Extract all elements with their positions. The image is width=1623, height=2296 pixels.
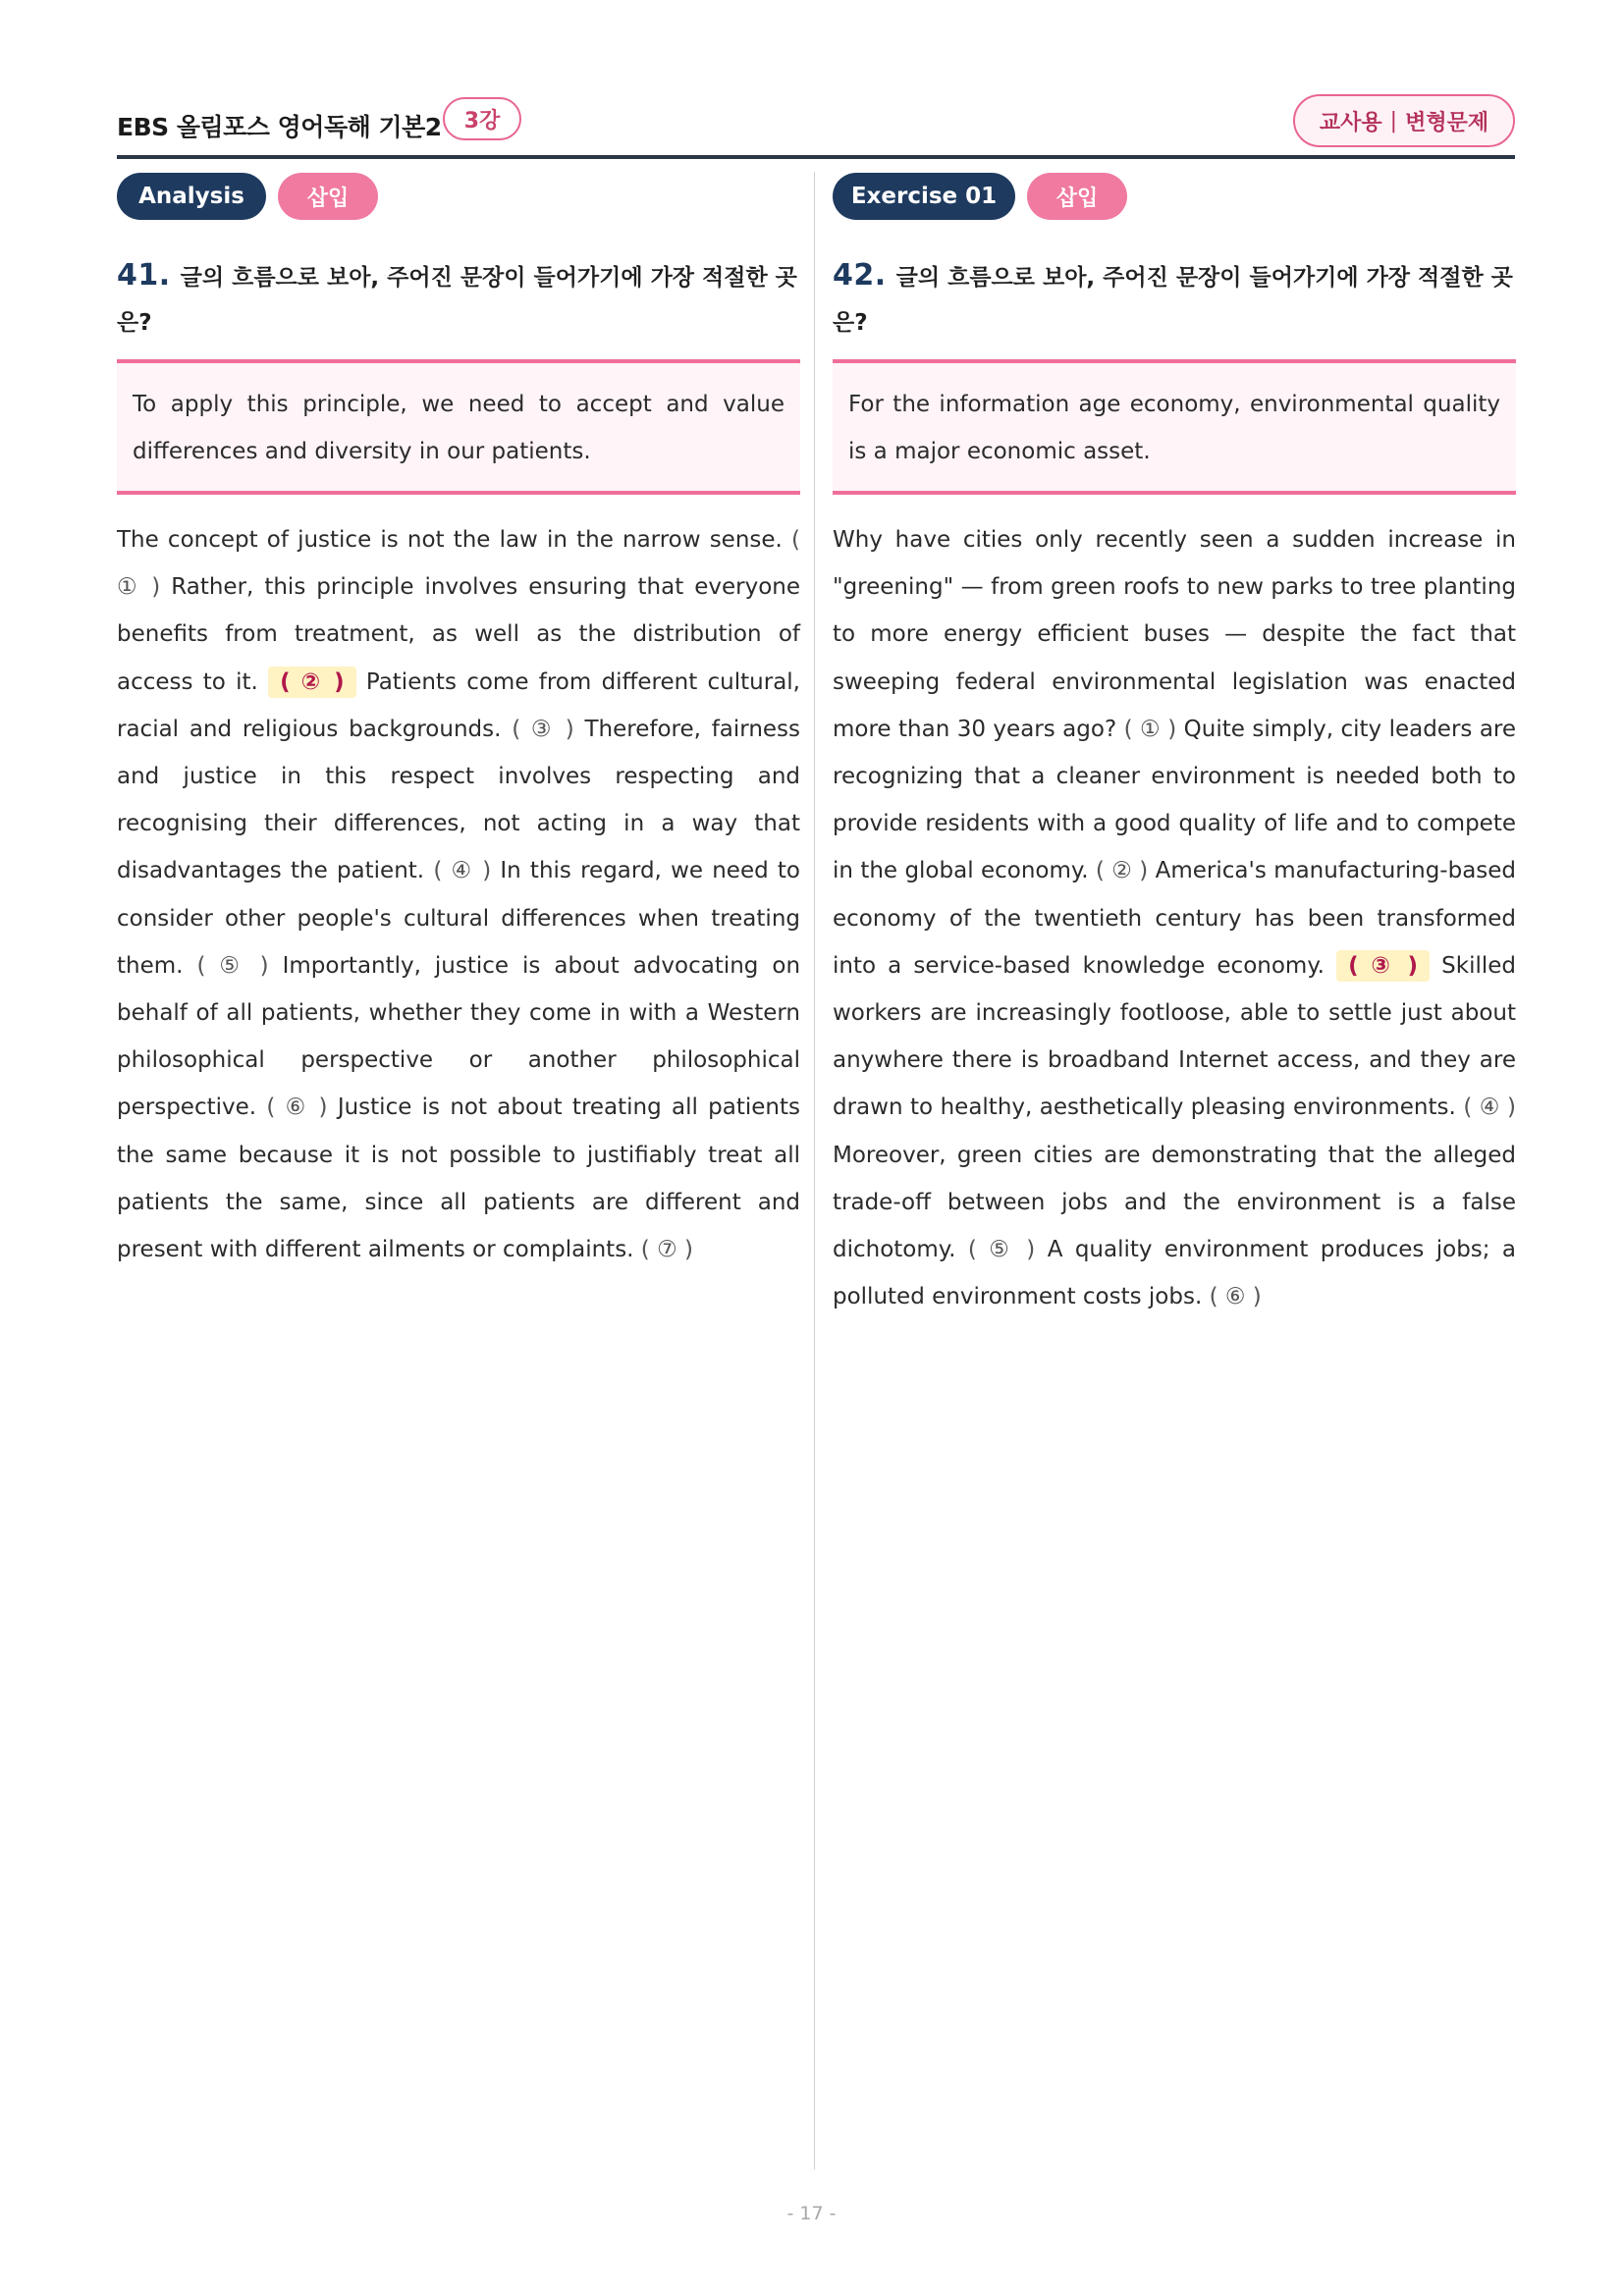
passage-text: The concept of justice is not the law in the narrow sense. [117,527,783,553]
column-divider [814,172,815,2169]
passage [117,516,800,1273]
right-column [833,173,1516,1320]
badge-separator: | [1389,108,1398,133]
insertion-mark-1: ( ① ) [1123,716,1177,742]
page-number: - 17 - [786,2203,837,2224]
passage-text: America's manufacturing-based economy of the twentieth century has been transformed into a service-based knowledge economy. [833,858,1517,979]
passage-text: Therefore, fairness and justice in this respect involves respecting and recognising their differences, not acting in a way that disadvantages the patient. [117,716,801,884]
left-column [117,173,800,1273]
passage-text: Why have cities only recently seen a sudden increase in "greening" — from green roofs to new parks to tree planting to more energy efficient buses — despite the fact that sweeping federal environmental legislation was enacted more than 30 years ago? [833,527,1516,742]
answer-mark-3: ( ③ ) [1336,950,1430,982]
tag-row [117,173,800,220]
passage-text: In this regard, we need to consider other people's cultural differences when treating them. [117,858,800,979]
insertion-mark-2: ( ② ) [1095,858,1149,884]
insertion-mark-7: ( ⑦ ) [640,1237,693,1263]
lesson-badge: 3강 [443,97,521,140]
question-text: 글의 흐름으로 보아, 주어진 문장이 들어가기에 가장 적절한 곳은? [117,265,797,336]
series-title: EBS 올림포스 영어독해 기본2 [117,113,442,141]
insertion-mark-4: ( ④ ) [433,858,492,884]
passage-text: Skilled workers are increasingly footloose, able to settle just about anywhere there is broadband Internet access, and they are drawn to healthy, aesthetically pleasing environments. [833,952,1517,1121]
question-42 [833,253,1516,346]
insertion-mark-1: ( ① ) [117,527,800,601]
teacher-variant-badge [1293,94,1515,147]
question-number: 42. [833,258,887,293]
page-header [117,94,1515,159]
given-sentence-box [833,359,1516,495]
insertion-mark-5: ( ⑤ ) [196,952,269,979]
answer-mark-2: ( ② ) [268,667,355,698]
passage-text: Moreover, green cities are demonstrating that the alleged trade-off between jobs and the environment is a false dichotomy. [833,1142,1516,1263]
insertion-mark-6: ( ⑥ ) [266,1095,328,1121]
passage-text: Justice is not about treating all patients the same because it is not possible to justifiably treat all patients the same, since all patients are different and present with different ailments or complaints. [117,1095,801,1263]
tag-row [833,173,1516,220]
type-label: 변형문제 [1405,110,1489,135]
passage-text: A quality environment produces jobs; a polluted environment costs jobs. [833,1237,1517,1310]
given-sentence: To apply this principle, we need to accept and value differences and diversity in our patients. [133,392,784,464]
insertion-mark-5: ( ⑤ ) [967,1237,1036,1263]
insertion-mark-3: ( ③ ) [512,716,574,742]
exercise-tag: Exercise 01 [833,173,1015,220]
role-label: 교사용 [1319,110,1382,135]
insertion-tag: 삽입 [278,173,378,220]
insertion-tag: 삽입 [1027,173,1127,220]
insertion-mark-4: ( ④ ) [1463,1095,1517,1121]
header-rule [117,155,1515,159]
given-sentence-box [117,359,800,495]
passage-text: Rather, this principle involves ensuring that everyone benefits from treatment, as well as the distribution of access to it. [117,574,801,695]
passage-text: Patients come from different cultural, racial and religious backgrounds. [117,668,800,742]
question-text: 글의 흐름으로 보아, 주어진 문장이 들어가기에 가장 적절한 곳은? [833,265,1513,336]
question-number: 41. [117,258,171,293]
question-41 [117,253,800,346]
passage [833,516,1516,1320]
given-sentence: For the information age economy, environmental quality is a major economic asset. [848,392,1500,464]
passage-text: Quite simply, city leaders are recognizing that a cleaner environment is needed both to provide residents with a good quality of life and to compete in the global economy. [833,716,1517,884]
analysis-tag: Analysis [117,173,266,220]
insertion-mark-6: ( ⑥ ) [1209,1284,1262,1310]
passage-text: Importantly, justice is about advocating on behalf of all patients, whether they come in with a Western philosophical perspective or another philosophical perspective. [117,952,801,1121]
